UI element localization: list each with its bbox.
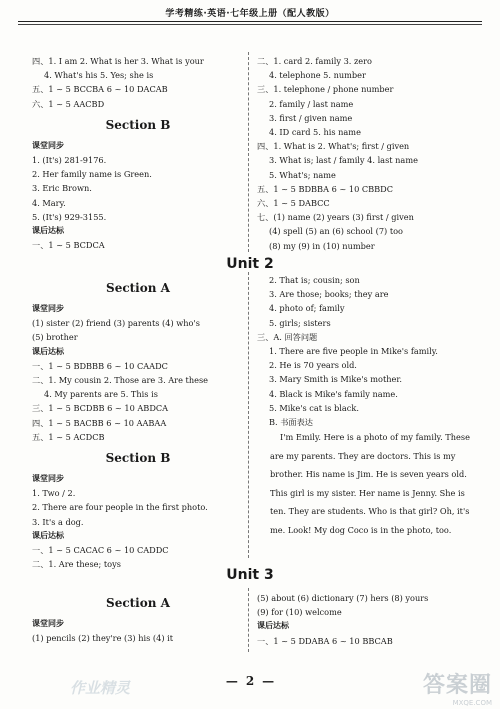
answer-line: 1. (It's) 281-9176. xyxy=(32,155,107,166)
answer-line: 4. Black is Mike's family name. xyxy=(269,388,398,399)
block3-left-column xyxy=(32,589,244,645)
answer-line: 3. Mary Smith is Mike's mother. xyxy=(269,374,402,385)
answer-line: 2. He is 70 years old. xyxy=(269,360,357,371)
answer-line: 5. (It's) 929-3155. xyxy=(32,211,107,222)
answer-line: 4. What's his 5. Yes; she is xyxy=(44,70,154,81)
answer-line: (5) brother xyxy=(32,332,78,343)
subsection-label: 课堂同步 xyxy=(32,304,64,313)
subsection-label: 课后达标 xyxy=(32,346,64,356)
answer-line: 2. That is; cousin; son xyxy=(269,275,360,285)
section-heading: Section A xyxy=(106,281,170,295)
unit-2-heading: Unit 2 xyxy=(226,256,274,272)
answer-line: 四、1 ~ 5 BACBB 6 ~ 10 AABAA xyxy=(32,417,167,428)
block3-right-column xyxy=(257,591,477,648)
unit-3-heading: Unit 3 xyxy=(226,567,274,583)
watermark-right xyxy=(423,668,492,707)
block2-right-column xyxy=(257,273,477,429)
subsection-label: 课后达标 xyxy=(257,621,289,631)
answer-line: 二、1. Are these; toys xyxy=(32,559,121,570)
answer-line: 3. first / given name xyxy=(269,112,353,123)
answer-line: 3. Are those; books; they are xyxy=(269,289,389,300)
answer-line: 四、1. What is 2. What's; first / given xyxy=(257,141,410,152)
column-divider-2 xyxy=(248,272,249,558)
column-divider-3 xyxy=(248,588,249,652)
answer-line: 二、1. My cousin 2. Those are 3. Are these xyxy=(32,375,208,386)
answer-line: 三、1 ~ 5 BCDBB 6 ~ 10 ABDCA xyxy=(32,403,169,414)
page-header: 学考精练·英语·七年级上册（配人教版） xyxy=(165,9,335,19)
answer-line: (1) sister (2) friend (3) parents (4) who's xyxy=(32,318,200,329)
essay-paragraph: I'm Emily. Here is a photo of my family. These are my parents. They are doctors. This is my brother. His name is Jim. He is seven years old. This girl is my sister. Her name is Jenny. She is ten. They are students. Who is that girl? Oh, it's me. Look! My dog Coco is in the photo, too. xyxy=(270,432,470,535)
answer-line: 三、A. 回答问题 xyxy=(257,331,318,342)
answer-line: 一、1 ~ 5 BCDCA xyxy=(32,240,105,251)
header-rule-thin xyxy=(18,24,482,25)
subsection-label: 课堂同步 xyxy=(32,474,64,484)
answer-line: 一、1 ~ 5 CACAC 6 ~ 10 CADDC xyxy=(32,545,169,556)
page-number-value: 2 xyxy=(245,674,255,688)
subsection-label: 课后达标 xyxy=(32,226,64,236)
answer-line: 二、1. card 2. family 3. zero xyxy=(257,56,372,66)
answer-line: 七、(1) name (2) years (3) first / given xyxy=(257,212,414,223)
answer-line: 4. ID card 5. his name xyxy=(269,127,361,138)
block2-left-column xyxy=(32,274,244,571)
answer-line: (5) about (6) dictionary (7) hers (8) yours xyxy=(257,593,429,603)
answer-line: 一、1 ~ 5 DDABA 6 ~ 10 BBCAB xyxy=(257,635,393,646)
block1-left-column xyxy=(32,54,244,252)
answer-line: (9) for (10) welcome xyxy=(257,607,342,618)
answer-line: 3. It's a dog. xyxy=(32,516,84,527)
answer-line: 3. What is; last / family 4. last name xyxy=(269,155,418,166)
answer-line: 五、1 ~ 5 BCCBA 6 ~ 10 DACAB xyxy=(32,84,168,95)
answer-line: 六、1 ~ 5 AACBD xyxy=(32,98,105,109)
answer-line: (4) spell (5) an (6) school (7) too xyxy=(269,226,403,237)
answer-line: (8) my (9) in (10) number xyxy=(269,240,375,251)
subsection-label: 课堂同步 xyxy=(32,619,64,628)
answer-line: 4. telephone 5. number xyxy=(269,70,366,81)
answer-line: 5. What's; name xyxy=(269,169,336,180)
page-number: — 2 — xyxy=(225,674,275,688)
watermark-right-logo: 答案圈 xyxy=(422,673,492,698)
answer-line: 六、1 ~ 5 DABCC xyxy=(257,198,330,209)
answer-line: 3. Eric Brown. xyxy=(32,183,92,194)
answer-line: 2. family / last name xyxy=(269,98,354,109)
essay-column xyxy=(270,428,478,539)
answer-line: 5. Mike's cat is black. xyxy=(269,402,359,413)
subsection-label: 课后达标 xyxy=(32,530,64,540)
section-heading: Section B xyxy=(105,451,171,466)
column-divider-1 xyxy=(248,52,249,252)
answer-line: 1. There are five people in Mike's family. xyxy=(269,346,438,357)
answer-line: 四、1. I am 2. What is her 3. What is your xyxy=(32,56,204,66)
answer-line: (1) pencils (2) they're (3) his (4) it xyxy=(32,633,174,644)
answer-line: B. 书面表达 xyxy=(269,417,313,428)
answer-line: 三、1. telephone / phone number xyxy=(257,84,394,95)
answer-line: 2. Her family name is Green. xyxy=(32,169,152,180)
section-heading: Section B xyxy=(105,117,171,132)
subsection-label: 课堂同步 xyxy=(32,140,64,150)
watermark-right-url: MXQE.COM xyxy=(452,699,492,707)
answer-line: 一、1 ~ 5 BDBBB 6 ~ 10 CAADC xyxy=(32,360,168,371)
answer-line: 2. There are four people in the first photo. xyxy=(32,502,208,513)
answer-line: 五、1 ~ 5 BDBBA 6 ~ 10 CBBDC xyxy=(257,183,394,194)
watermark-left: 作业精灵 xyxy=(70,679,131,697)
answer-line: 4. Mary. xyxy=(32,197,66,208)
header-rule xyxy=(18,21,482,22)
answer-line: 4. photo of; family xyxy=(269,303,345,314)
answer-line: 五、1 ~ 5 ACDCB xyxy=(32,431,105,442)
answer-line: 5. girls; sisters xyxy=(269,317,331,328)
answer-line: 4. My parents are 5. This is xyxy=(44,389,158,400)
section-heading: Section A xyxy=(106,596,170,610)
answer-line: 1. Two / 2. xyxy=(32,488,76,499)
block1-right-column xyxy=(257,54,477,253)
